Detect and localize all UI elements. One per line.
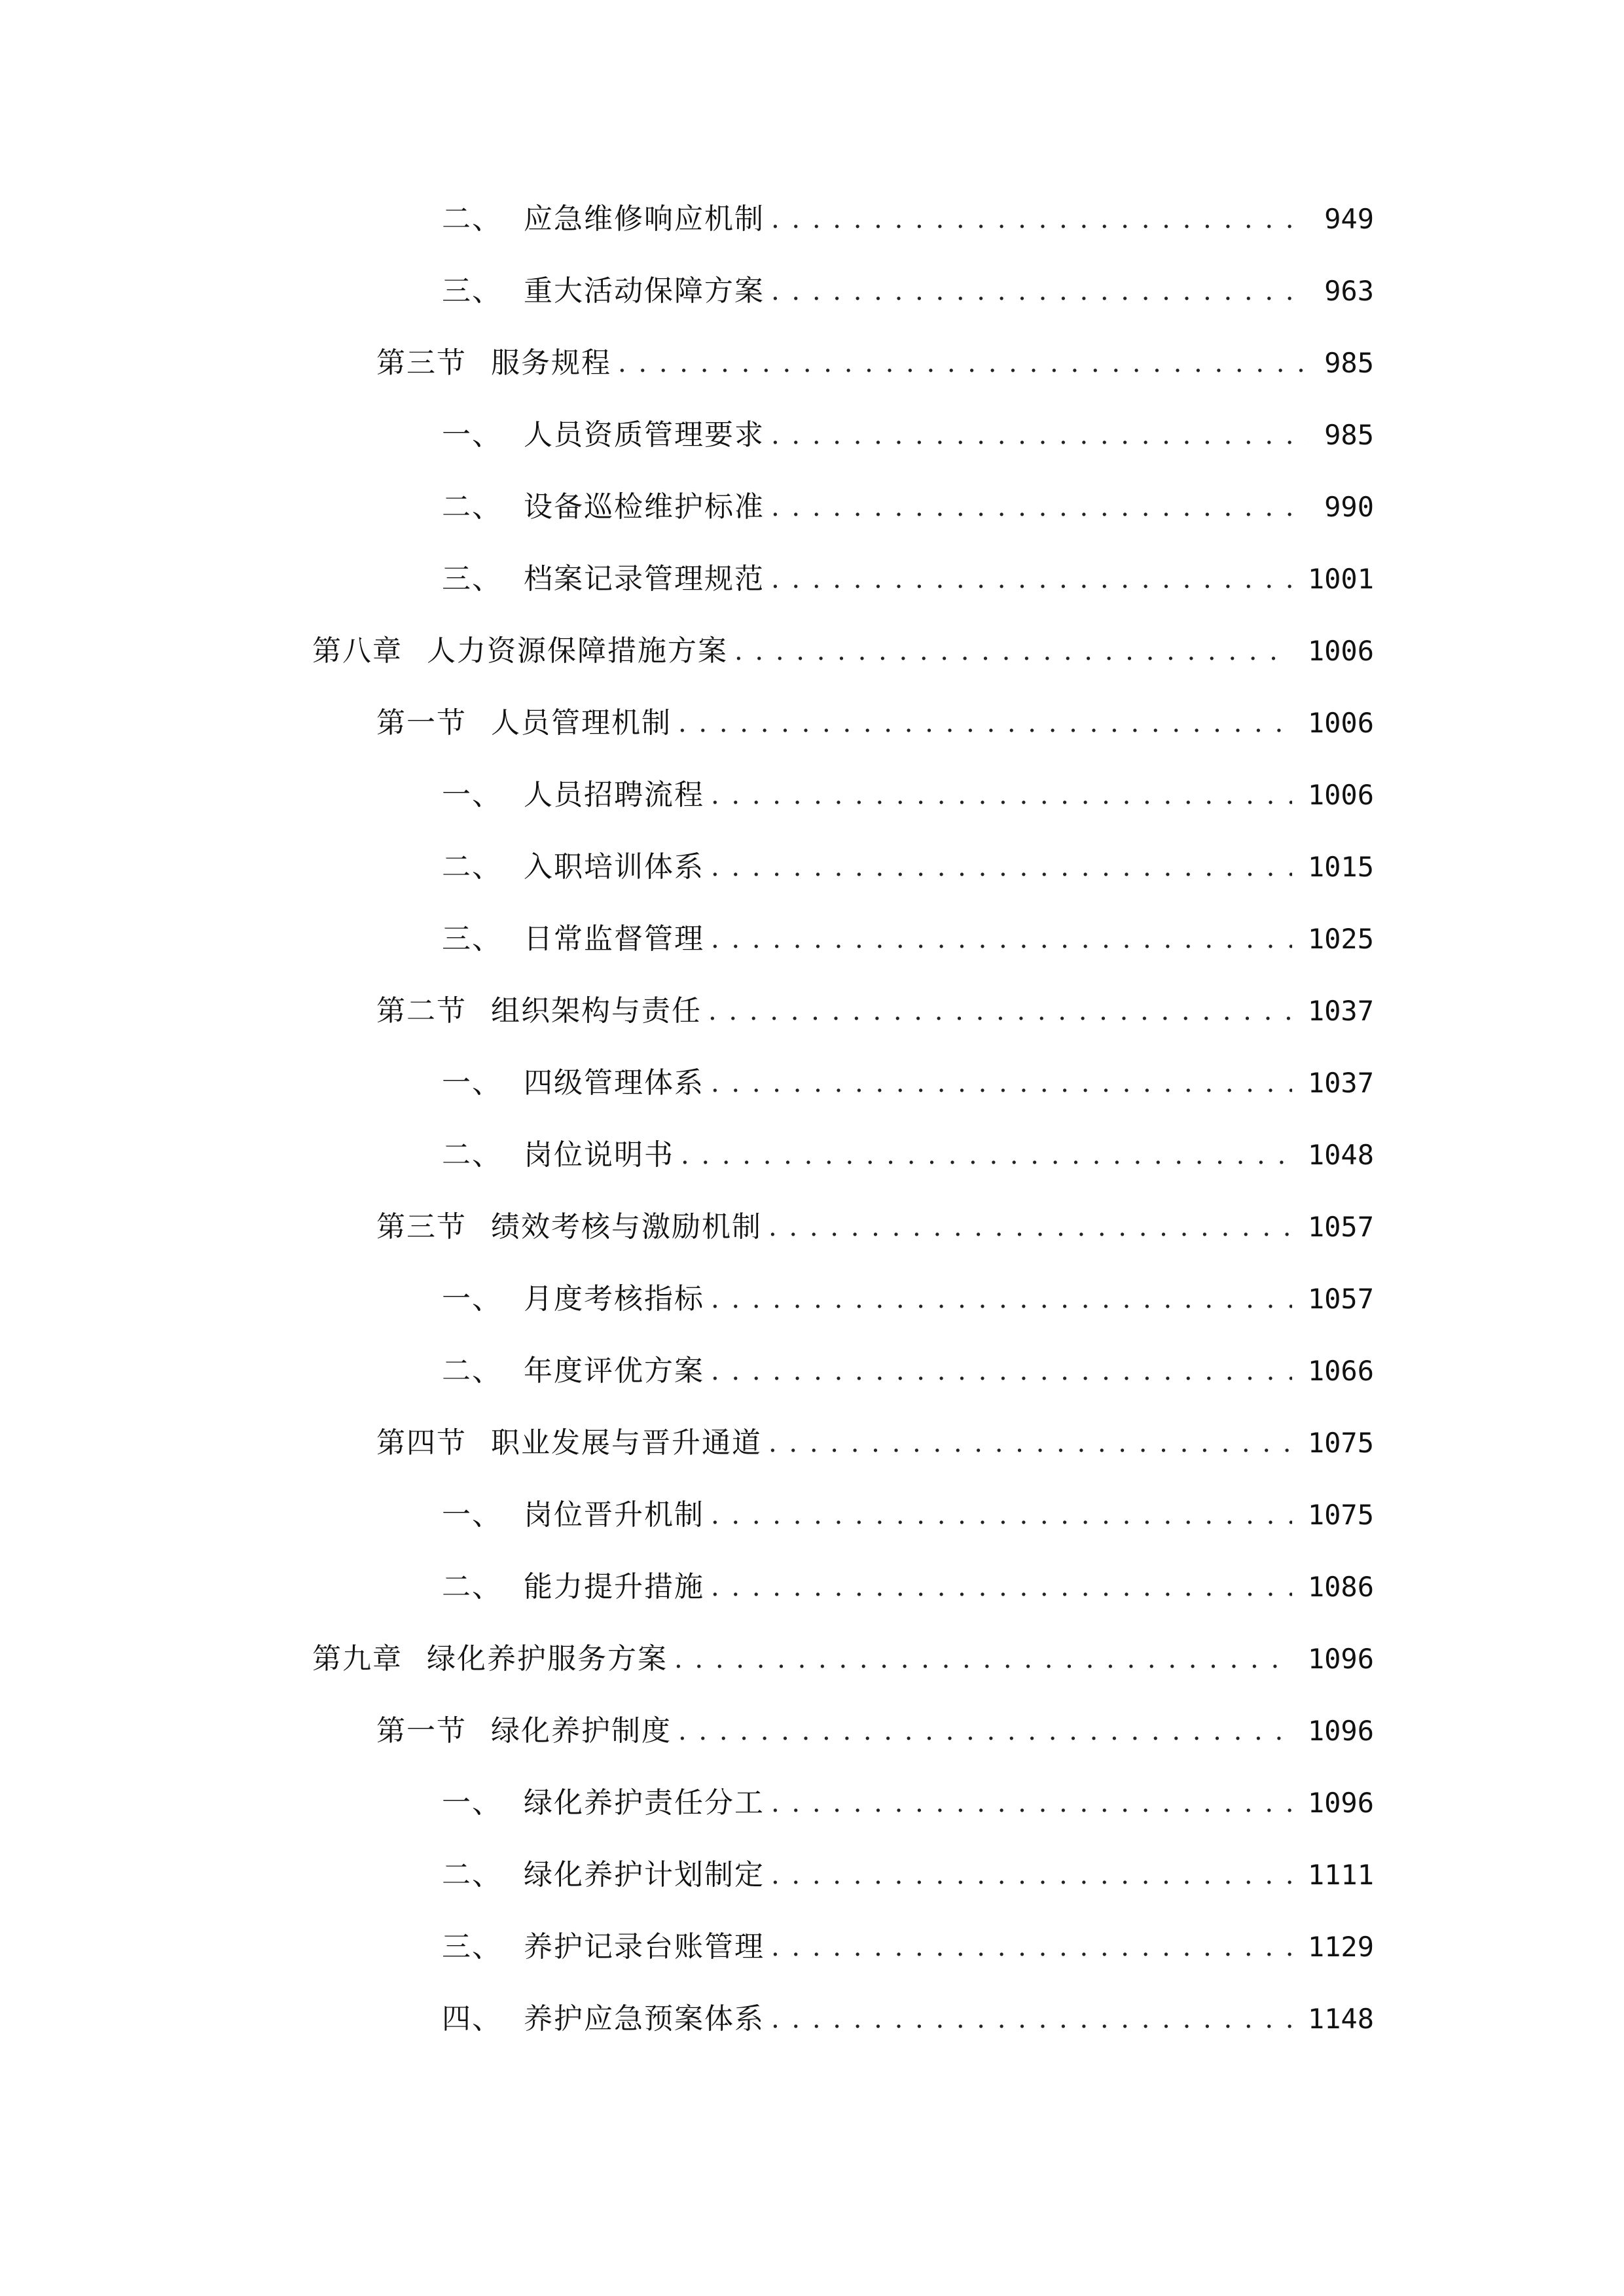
toc-dot-leader <box>711 1280 1292 1319</box>
toc-dot-leader <box>711 1496 1292 1535</box>
toc-entry-title: 入职培训体系 <box>524 850 704 884</box>
toc-entry-number: 第八章 <box>312 634 403 668</box>
toc-entry-title: 四级管理体系 <box>524 1066 704 1100</box>
toc-entry-number: 二、 <box>442 1858 502 1892</box>
toc-entry-page-number: 1129 <box>1307 1931 1374 1963</box>
toc-entry-page-number: 963 <box>1324 275 1374 307</box>
toc-entry-page-number: 1006 <box>1307 779 1374 811</box>
toc-entry-number: 第一节 <box>376 706 467 740</box>
toc-dot-leader <box>768 1208 1292 1247</box>
toc-entry-item[interactable] <box>442 841 1374 887</box>
toc-entry-page-number: 1006 <box>1307 707 1374 739</box>
toc-entry-page-number: 1037 <box>1307 995 1374 1027</box>
toc-dot-leader <box>674 1640 1292 1679</box>
toc-entry-item[interactable] <box>442 769 1374 815</box>
toc-dot-leader <box>618 344 1308 383</box>
toc-entry-page-number: 1057 <box>1307 1283 1374 1315</box>
toc-entry-title: 绿化养护服务方案 <box>427 1642 668 1676</box>
toc-dot-leader <box>771 272 1308 311</box>
toc-dot-leader <box>771 2000 1292 2039</box>
toc-entry-section[interactable] <box>376 1705 1374 1751</box>
toc-entry-item[interactable] <box>442 1129 1374 1175</box>
toc-entry-section[interactable] <box>376 337 1374 383</box>
toc-entry-item[interactable] <box>442 409 1374 455</box>
toc-entry-title: 日常监督管理 <box>524 922 704 956</box>
toc-entry-title: 养护应急预案体系 <box>524 2002 765 2036</box>
toc-dot-leader <box>771 1928 1292 1967</box>
toc-entry-page-number: 1006 <box>1307 635 1374 667</box>
toc-dot-leader <box>771 560 1292 599</box>
toc-entry-page-number: 1057 <box>1307 1211 1374 1243</box>
toc-entry-section[interactable] <box>376 1201 1374 1247</box>
toc-entry-item[interactable] <box>442 265 1374 311</box>
toc-entry-number: 第三节 <box>376 1210 467 1244</box>
toc-entry-title: 岗位晋升机制 <box>524 1498 704 1532</box>
toc-entry-section[interactable] <box>376 697 1374 743</box>
toc-entry-number: 三、 <box>442 562 502 596</box>
toc-entry-page-number: 1037 <box>1307 1067 1374 1099</box>
toc-dot-leader <box>711 920 1292 959</box>
toc-entry-item[interactable] <box>442 193 1374 239</box>
toc-dot-leader <box>711 848 1292 887</box>
toc-entry-title: 绩效考核与激励机制 <box>491 1210 762 1244</box>
toc-entry-page-number: 1075 <box>1307 1499 1374 1531</box>
toc-entry-title: 服务规程 <box>491 346 611 380</box>
toc-entry-number: 一、 <box>442 1282 502 1316</box>
toc-entry-page-number: 985 <box>1324 347 1374 379</box>
toc-entry-section[interactable] <box>376 985 1374 1031</box>
toc-dot-leader <box>678 1712 1292 1751</box>
toc-entry-title: 应急维修响应机制 <box>524 202 765 236</box>
toc-entry-number: 二、 <box>442 1354 502 1388</box>
toc-entry-item[interactable] <box>442 1993 1374 2039</box>
toc-entry-number: 第四节 <box>376 1426 467 1460</box>
toc-entry-number: 一、 <box>442 1786 502 1820</box>
toc-entry-number: 一、 <box>442 778 502 812</box>
toc-entry-item[interactable] <box>442 1273 1374 1319</box>
toc-entry-title: 岗位说明书 <box>524 1138 674 1172</box>
toc-entry-page-number: 1096 <box>1307 1715 1374 1747</box>
toc-dot-leader <box>711 776 1292 815</box>
toc-entry-page-number: 1066 <box>1307 1355 1374 1387</box>
toc-dot-leader <box>771 416 1308 455</box>
toc-dot-leader <box>768 1424 1292 1463</box>
toc-entry-title: 月度考核指标 <box>524 1282 704 1316</box>
toc-entry-number: 二、 <box>442 850 502 884</box>
toc-entry-page-number: 1025 <box>1307 923 1374 955</box>
toc-dot-leader <box>678 704 1292 743</box>
toc-entry-title: 人员管理机制 <box>491 706 672 740</box>
toc-entry-title: 重大活动保障方案 <box>524 274 765 308</box>
toc-entry-item[interactable] <box>442 1849 1374 1895</box>
toc-entry-page-number: 990 <box>1324 491 1374 523</box>
toc-entry-number: 第一节 <box>376 1714 467 1748</box>
toc-entry-number: 三、 <box>442 922 502 956</box>
toc-entry-chapter[interactable] <box>312 625 1374 671</box>
toc-entry-title: 人力资源保障措施方案 <box>427 634 728 668</box>
toc-entry-number: 第九章 <box>312 1642 403 1676</box>
toc-dot-leader <box>711 1352 1292 1391</box>
toc-entry-item[interactable] <box>442 553 1374 599</box>
toc-entry-page-number: 1015 <box>1307 851 1374 883</box>
toc-entry-item[interactable] <box>442 1057 1374 1103</box>
toc-entry-page-number: 1086 <box>1307 1571 1374 1603</box>
toc-entry-title: 养护记录台账管理 <box>524 1930 765 1964</box>
toc-entry-page-number: 949 <box>1324 203 1374 235</box>
toc-dot-leader <box>771 1856 1292 1895</box>
toc-entry-item[interactable] <box>442 1561 1374 1607</box>
toc-entry-page-number: 1148 <box>1307 2003 1374 2035</box>
toc-entry-item[interactable] <box>442 1921 1374 1967</box>
toc-entry-number: 第三节 <box>376 346 467 380</box>
toc-entry-page-number: 1096 <box>1307 1643 1374 1675</box>
toc-entry-title: 能力提升措施 <box>524 1570 704 1604</box>
toc-entry-number: 一、 <box>442 1066 502 1100</box>
toc-entry-title: 绿化养护制度 <box>491 1714 672 1748</box>
toc-entry-number: 第二节 <box>376 994 467 1028</box>
toc-entry-title: 设备巡检维护标准 <box>524 490 765 524</box>
toc-entry-page-number: 1111 <box>1307 1859 1374 1891</box>
toc-entry-number: 一、 <box>442 418 502 452</box>
toc-entry-item[interactable] <box>442 1777 1374 1823</box>
toc-entry-item[interactable] <box>442 913 1374 959</box>
toc-entry-number: 三、 <box>442 1930 502 1964</box>
toc-dot-leader <box>771 1784 1292 1823</box>
toc-entry-title: 人员资质管理要求 <box>524 418 765 452</box>
toc-entry-item[interactable] <box>442 1489 1374 1535</box>
toc-entry-title: 绿化养护计划制定 <box>524 1858 765 1892</box>
toc-entry-item[interactable] <box>442 1345 1374 1391</box>
toc-dot-leader <box>708 992 1292 1031</box>
toc-entry-chapter[interactable] <box>312 1633 1374 1679</box>
toc-entry-title: 组织架构与责任 <box>491 994 702 1028</box>
toc-entry-section[interactable] <box>376 1417 1374 1463</box>
toc-entry-item[interactable] <box>442 481 1374 527</box>
toc-dot-leader <box>711 1064 1292 1103</box>
toc-entry-number: 二、 <box>442 1570 502 1604</box>
toc-entry-page-number: 1001 <box>1307 563 1374 595</box>
toc-dot-leader <box>771 488 1308 527</box>
toc-entry-number: 三、 <box>442 274 502 308</box>
toc-entry-number: 二、 <box>442 202 502 236</box>
toc-entry-page-number: 1096 <box>1307 1787 1374 1819</box>
toc-entry-page-number: 1048 <box>1307 1139 1374 1171</box>
toc-dot-leader <box>734 632 1292 671</box>
toc-entry-title: 职业发展与晋升通道 <box>491 1426 762 1460</box>
toc-entry-title: 绿化养护责任分工 <box>524 1786 765 1820</box>
toc-entry-number: 一、 <box>442 1498 502 1532</box>
toc-entry-title: 档案记录管理规范 <box>524 562 765 596</box>
toc-entry-title: 人员招聘流程 <box>524 778 704 812</box>
toc-dot-leader <box>681 1136 1292 1175</box>
toc-entry-number: 二、 <box>442 1138 502 1172</box>
toc-entry-number: 二、 <box>442 490 502 524</box>
toc-dot-leader <box>711 1568 1292 1607</box>
toc-entry-page-number: 985 <box>1324 419 1374 451</box>
toc-entry-title: 年度评优方案 <box>524 1354 704 1388</box>
toc-entry-number: 四、 <box>442 2002 502 2036</box>
toc-dot-leader <box>771 200 1308 239</box>
toc-entry-page-number: 1075 <box>1307 1427 1374 1459</box>
